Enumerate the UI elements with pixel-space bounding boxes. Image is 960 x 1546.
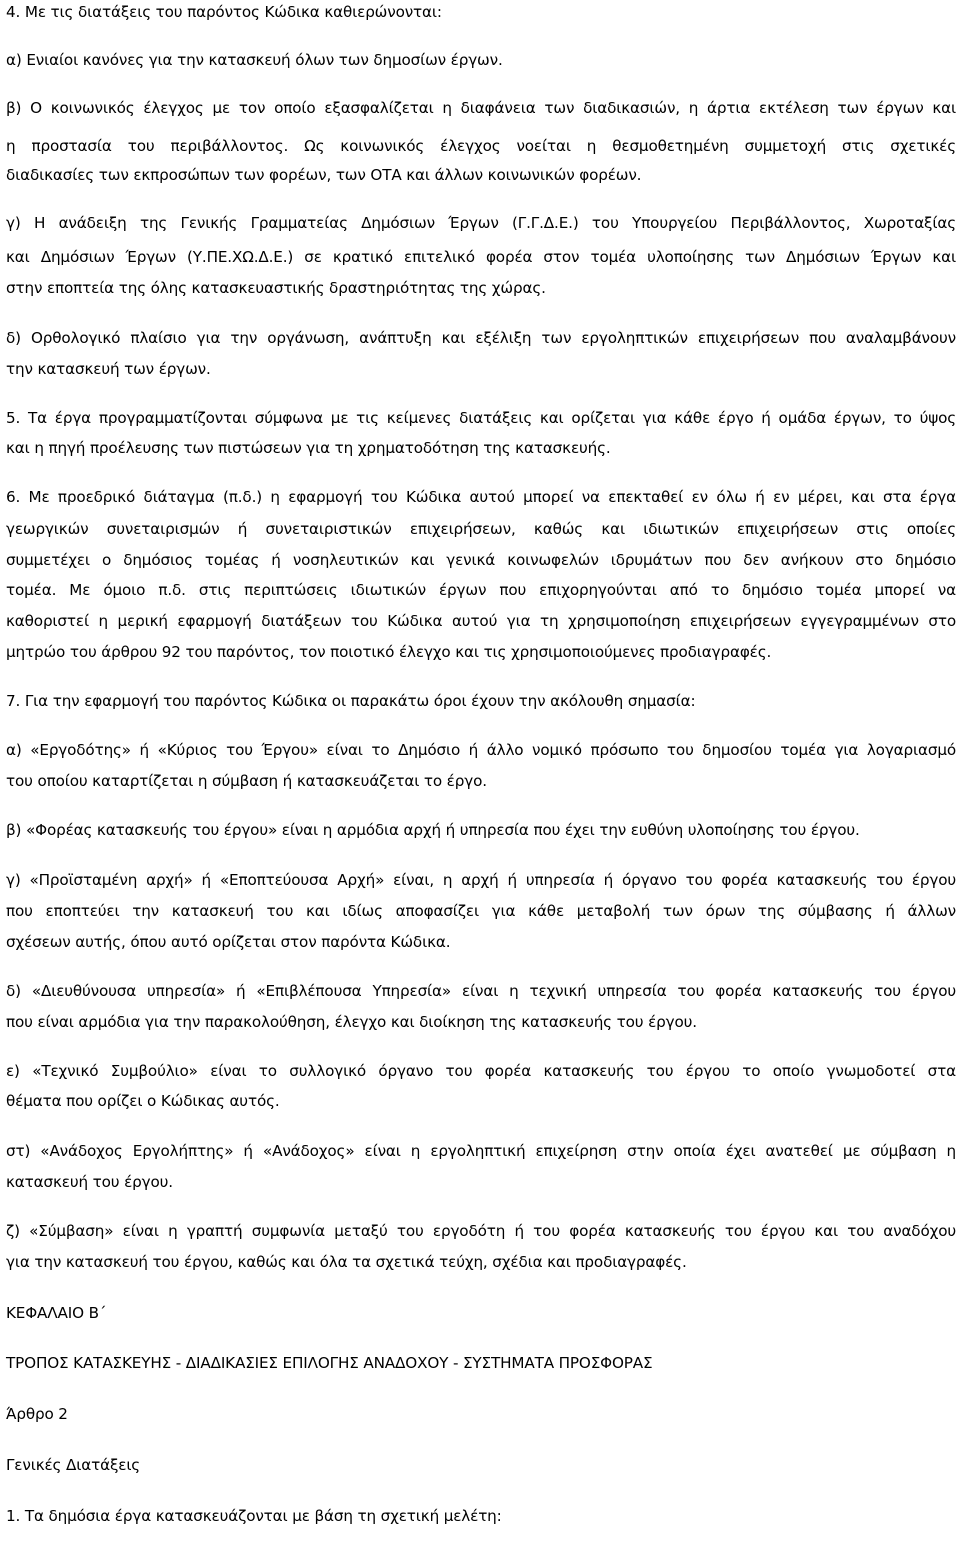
text-line: γ) Η ανάδειξη της Γενικής Γραμματείας Δημόσιων Έργων (Γ.Γ.Δ.Ε.) του Υπουργείου Περιβάλλοντος, Χωροταξίας — [6, 214, 956, 232]
article-heading: Άρθρο 2 — [6, 1405, 68, 1423]
chapter-title: ΤΡΟΠΟΣ ΚΑΤΑΣΚΕΥΗΣ - ΔΙΑΔΙΚΑΣΙΕΣ ΕΠΙΛΟΓΗΣ ΑΝΑΔΟΧΟΥ - ΣΥΣΤΗΜΑΤΑ ΠΡΟΣΦΟΡΑΣ — [6, 1354, 653, 1372]
text-line: για την κατασκευή του έργου, καθώς και όλα τα σχετικά τεύχη, σχέδια και προδιαγραφές. — [6, 1253, 687, 1271]
text-line: ζ) «Σύμβαση» είναι η γραπτή συμφωνία μεταξύ του εργοδότη ή του φορέα κατασκευής του έργου και του αναδόχου — [6, 1222, 956, 1240]
text-line: και η πηγή προέλευσης των πιστώσεων για τη χρηματοδότηση της κατασκευής. — [6, 439, 611, 457]
text-line: β) «Φορέας κατασκευής του έργου» είναι η αρμόδια αρχή ή υπηρεσία που έχει την ευθύνη υλοποίησης του έργου. — [6, 821, 860, 839]
text-line: α) Ενιαίοι κανόνες για την κατασκευή όλων των δημοσίων έργων. — [6, 51, 503, 69]
text-line: μητρώο του άρθρου 92 του παρόντος, τον ποιοτικό έλεγχο και τις χρησιμοποιούμενες προδιαγραφές. — [6, 643, 772, 661]
text-line: και Δημόσιων Έργων (Υ.ΠΕ.ΧΩ.Δ.Ε.) σε κρατικό επιτελικό φορέα στον τομέα υλοποίησης των Δημόσιων Έργων και — [6, 248, 956, 266]
text-line: 6. Με προεδρικό διάταγμα (π.δ.) η εφαρμογή του Κώδικα αυτού μπορεί να επεκταθεί εν όλω ή εν μέρει, και στα έργα — [6, 488, 956, 506]
text-line: θέματα που ορίζει ο Κώδικας αυτός. — [6, 1092, 280, 1110]
text-line: στην εποπτεία της όλης κατασκευαστικής δραστηριότητας της χώρας. — [6, 279, 546, 297]
text-line: που είναι αρμόδια για την παρακολούθηση, έλεγχο και διοίκηση της κατασκευής του έργου. — [6, 1013, 697, 1031]
text-line: α) «Εργοδότης» ή «Κύριος του Έργου» είναι το Δημόσιο ή άλλο νομικό πρόσωπο του δημοσίου τομέα για λογαριασμό — [6, 741, 956, 759]
text-line: δ) «Διευθύνουσα υπηρεσία» ή «Επιβλέπουσα Υπηρεσία» είναι η τεχνική υπηρεσία του φορέα κατασκευής του έργου — [6, 982, 956, 1000]
text-line: η προστασία του περιβάλλοντος. Ως κοινωνικός έλεγχος νοείται η θεσμοθετημένη συμμετοχή στις σχετικές — [6, 137, 956, 155]
article-title: Γενικές Διατάξεις — [6, 1456, 141, 1474]
text-line: 1. Τα δημόσια έργα κατασκευάζονται με βάση τη σχετική μελέτη: — [6, 1507, 502, 1525]
text-line: ε) «Τεχνικό Συμβούλιο» είναι το συλλογικό όργανο του φορέα κατασκευής του έργου το οποίο γνωμοδοτεί στα — [6, 1062, 956, 1080]
text-line: κατασκευή του έργου. — [6, 1173, 173, 1191]
text-line: 4. Με τις διατάξεις του παρόντος Κώδικα καθιερώνονται: — [6, 3, 442, 21]
text-line: συμμετέχει ο δημόσιος τομέας ή νοσηλευτικών και γενικά κοινωφελών ιδρυμάτων που δεν ανήκουν στο δημόσιο — [6, 551, 956, 569]
text-line: που εποπτεύει την κατασκευή του και ιδίως αποφασίζει για κάθε μεταβολή των όρων της σύμβασης ή άλλων — [6, 902, 956, 920]
text-line: γ) «Προϊσταμένη αρχή» ή «Εποπτεύουσα Αρχή» είναι, η αρχή ή υπηρεσία ή όργανο του φορέα κατασκευής του έργου — [6, 871, 956, 889]
text-line: στ) «Ανάδοχος Εργολήπτης» ή «Ανάδοχος» είναι η εργοληπτική επιχείρηση στην οποία έχει ανατεθεί με σύμβαση η — [6, 1142, 956, 1160]
text-line: 7. Για την εφαρμογή του παρόντος Κώδικα οι παρακάτω όροι έχουν την ακόλουθη σημασία: — [6, 692, 696, 710]
text-line: β) Ο κοινωνικός έλεγχος με τον οποίο εξασφαλίζεται η διαφάνεια των διαδικασιών, η άρτια εκτέλεση των έργων και — [6, 99, 956, 117]
text-line: 5. Τα έργα προγραμματίζονται σύμφωνα με τις κείμενες διατάξεις και ορίζεται για κάθε έργο ή ομάδα έργων, το ύψος — [6, 409, 956, 427]
text-line: του οποίου καταρτίζεται η σύμβαση ή κατασκευάζεται το έργο. — [6, 772, 487, 790]
text-line: δ) Ορθολογικό πλαίσιο για την οργάνωση, ανάπτυξη και εξέλιξη των εργοληπτικών επιχειρήσεων που αναλαμβάνουν — [6, 329, 956, 347]
text-line: γεωργικών συνεταιρισμών ή συνεταιριστικών επιχειρήσεων, καθώς και ιδιωτικών επιχειρήσεων στις οποίες — [6, 520, 956, 538]
text-line: την κατασκευή των έργων. — [6, 360, 211, 378]
text-line: σχέσεων αυτής, όπου αυτό ορίζεται στον παρόντα Κώδικα. — [6, 933, 451, 951]
text-line: καθοριστεί η μερική εφαρμογή διατάξεων του Κώδικα αυτού για τη χρησιμοποίηση επιχειρήσεων εγγεγραμμένων στο — [6, 612, 956, 630]
text-line: τομέα. Με όμοιο π.δ. στις περιπτώσεις ιδιωτικών έργων που επιχορηγούνται από το δημόσιο τομέα μπορεί να — [6, 581, 956, 599]
chapter-heading: ΚΕΦΑΛΑΙΟ Β΄ — [6, 1304, 107, 1322]
text-line: διαδικασίες των εκπροσώπων των φορέων, των ΟΤΑ και άλλων κοινωνικών φορέων. — [6, 166, 642, 184]
